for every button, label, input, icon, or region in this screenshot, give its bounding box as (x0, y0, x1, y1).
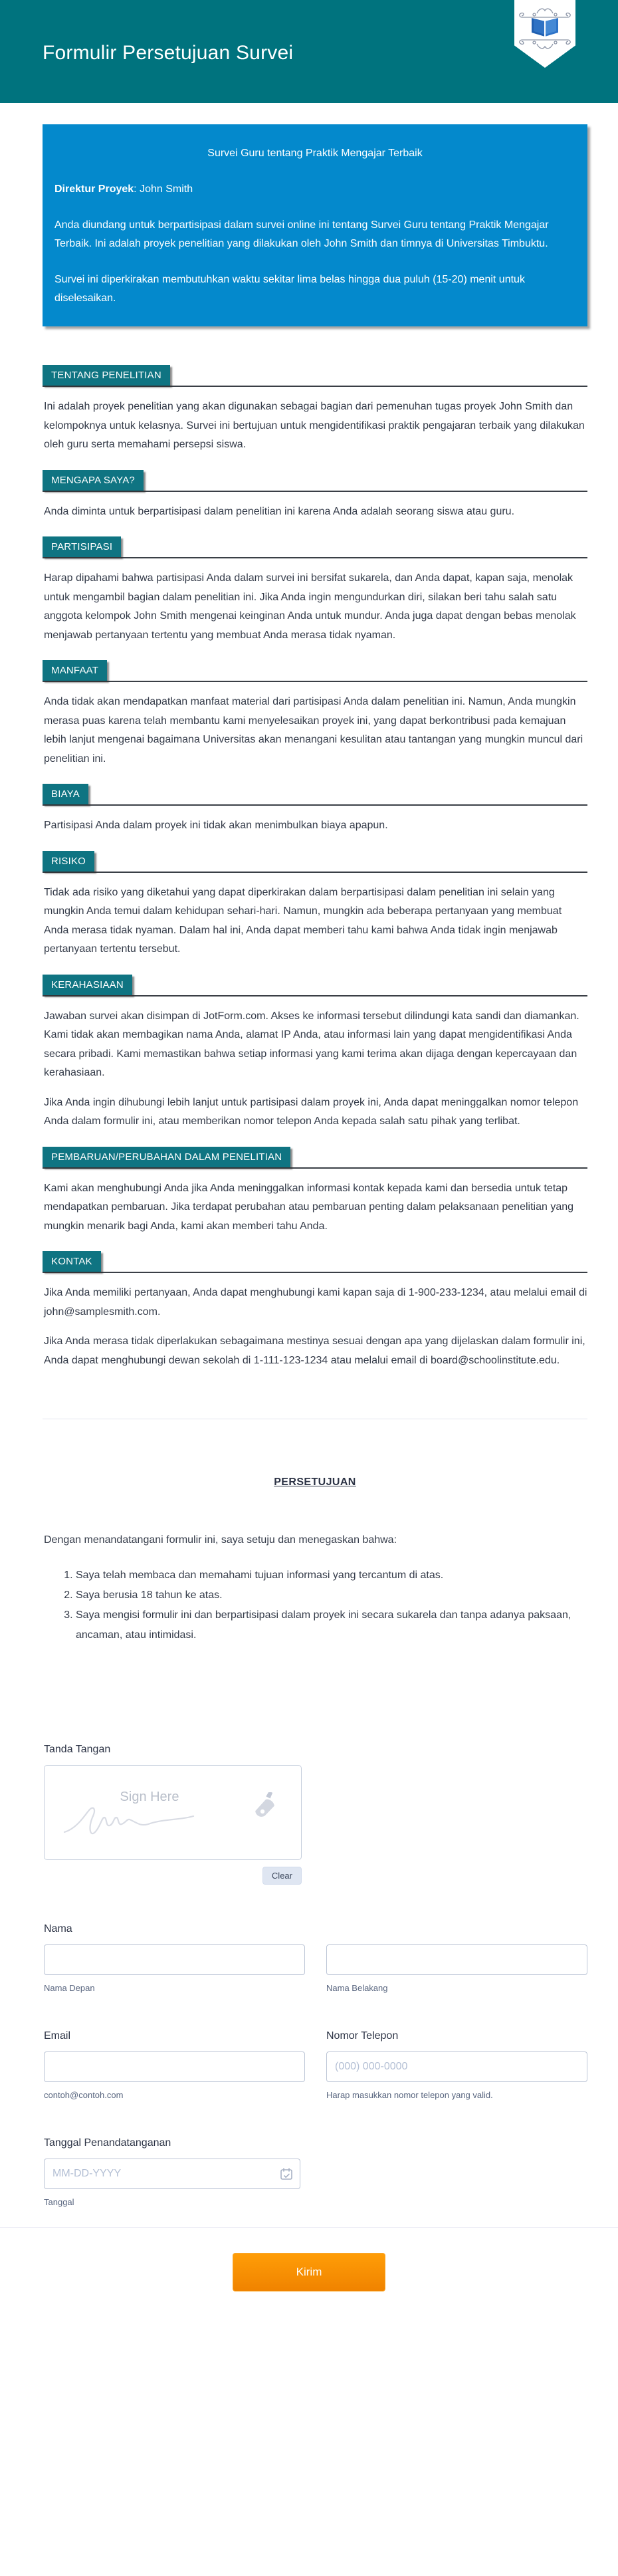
form-header (0, 0, 618, 103)
date-label: Tanggal Penandatanganan (44, 2137, 171, 2149)
phone-sublabel: Harap masukkan nomor telepon yang valid. (326, 2090, 493, 2100)
signature-placeholder: Sign Here (120, 1790, 179, 1804)
signature-clear-button[interactable]: Clear (262, 1867, 302, 1885)
first-name-sublabel: Nama Depan (44, 1983, 95, 1993)
signature-question (43, 1744, 587, 1885)
section-paragraph: Jika Anda ingin dihubungi lebih lanjut untuk partisipasi dalam proyek ini, Anda dapat meninggalkan nomor telepon Anda dalam formulir ini, atau memberikan nomor telepon Anda kepada salah satu pihak yang terlibat. (44, 1096, 579, 1127)
consent-heading: PERSETUJUAN (274, 1476, 356, 1488)
section-paragraph: Kami akan menghubungi Anda jika Anda meninggalkan informasi kontak kepada kami dan bersedia untuk tetap mendapatkan pembaruan. Jika terdapat perubahan atau pembaruan penting dalam pelaksanaan penelitian yang mungkin menarik bagi Anda, kami akan memberi tahu Anda. (44, 1182, 574, 1232)
section-heading: KERAHASIAAN (43, 975, 132, 995)
submit-divider (0, 2227, 618, 2228)
section-paragraph: Ini adalah proyek penelitian yang akan digunakan sebagai bagian dari pemenuhan tugas proyek John Smith dan kelompoknya untuk kelasnya. Survei ini bertujuan untuk mengidentifikasi praktik pengajaran terbaik yang dilakukan oleh guru serta memahami persepsi siswa. (44, 401, 585, 450)
section-paragraph: Jika Anda merasa tidak diperlakukan sebagaimana mestinya sesuai dengan apa yang dijelaskan dalam formulir ini, Anda dapat menghubungi dewan sekolah di 1-111-123-1234 atau melalui email di board@schoolinstitute.edu. (44, 1336, 585, 1366)
section-kerahasiaan (43, 975, 587, 1131)
last-name-input[interactable] (326, 1944, 587, 1975)
section-paragraph: Tidak ada risiko yang diketahui yang dapat diperkirakan dalam berpartisipasi dalam penelitian ini selain yang mungkin Anda temui dalam kehidupan sehari-hari. Namun, mungkin ada beberapa pertanyaan yang membuat Anda merasa tidak nyaman. Dalam hal ini, Anda dapat memberi tahu kami bahwa Anda tidak ingin menjawab pertanyaan tertentu tersebut. (44, 886, 562, 955)
intro-paragraph-1: Anda diundang untuk berpartisipasi dalam survei online ini tentang Survei Guru tentang Praktik Mengajar Terbaik. Ini adalah proyek penelitian yang dilakukan oleh John Smith dan timnya di Universitas Timbuktu. (54, 219, 549, 249)
date-input[interactable] (44, 2159, 300, 2189)
info-sections (43, 365, 587, 1370)
pen-nib-icon (249, 1792, 278, 1825)
email-input[interactable] (44, 2051, 305, 2082)
section-heading: PEMBARUAN/PERUBAHAN DALAM PENELITIAN (43, 1147, 290, 1167)
phone-question (326, 2030, 587, 2100)
calendar-icon[interactable] (280, 2167, 293, 2184)
date-sublabel: Tanggal (44, 2197, 74, 2207)
section-paragraph: Jawaban survei akan disimpan di JotForm.com. Akses ke informasi tersebut dilindungi kata sandi dan diamankan. Kami tidak akan membagikan nama Anda, alamat IP Anda, atau informasi lain yang dapat mengidentifikasi Anda secara pribadi. Kami memastikan bahwa setiap informasi yang kami terima akan dijaga dengan kepercayaan dan kerahasiaan. (44, 1010, 579, 1078)
section-heading: KONTAK (43, 1251, 101, 1272)
consent-intro: Dengan menandatangani formulir ini, saya setuju dan menegaskan bahwa: (44, 1534, 397, 1546)
section-pembaruan (43, 1147, 587, 1236)
signature-squiggle-icon (63, 1800, 223, 1843)
section-mengapa-saya (43, 470, 587, 522)
section-heading: TENTANG PENELITIAN (43, 365, 170, 386)
survey-intro-box (43, 124, 587, 326)
page-title: Formulir Persetujuan Survei (43, 42, 294, 64)
consent-item: 3. Saya mengisi formulir ini dan berpartisipasi dalam proyek ini secara sukarela dan tanpa adanya paksaan, ancaman, atau intimidasi. (76, 1605, 587, 1645)
last-name-sublabel: Nama Belakang (326, 1983, 388, 1993)
section-biaya (43, 784, 587, 836)
survey-title: Survei Guru tentang Praktik Mengajar Terbaik (207, 148, 423, 159)
section-tentang-penelitian (43, 365, 587, 455)
project-director-line (54, 180, 575, 199)
section-heading: MANFAAT (43, 660, 107, 681)
name-label: Nama (44, 1923, 72, 1934)
email-label: Email (44, 2030, 71, 2042)
section-manfaat (43, 660, 587, 768)
form-body (43, 124, 587, 2207)
email-sublabel: contoh@contoh.com (44, 2090, 124, 2100)
section-paragraph: Anda tidak akan mendapatkan manfaat material dari partisipasi Anda dalam penelitian ini. Namun, Anda mungkin merasa puas karena telah membantu kami menyelesaikan proyek ini, yang dapat berkontribusi pada kemajuan lebih lanjut mengenai bagaimana Universitas akan menangani kesulitan atau tantangan yang mungkin muncul dari penelitian ini. (44, 696, 583, 764)
section-risiko (43, 851, 587, 959)
section-heading: MENGAPA SAYA? (43, 470, 144, 491)
director-label: Direktur Proyek (54, 183, 134, 195)
phone-input[interactable] (326, 2051, 587, 2082)
section-heading: RISIKO (43, 851, 94, 872)
section-paragraph: Jika Anda memiliki pertanyaan, Anda dapat menghubungi kami kapan saja di 1-900-233-1234, atau melalui email di john@samplesmith.com. (44, 1287, 587, 1318)
director-separator: : (134, 183, 140, 195)
section-paragraph: Harap dipahami bahwa partisipasi Anda dalam survei ini bersifat sukarela, dan Anda dapat, kapan saja, menolak untuk mengambil bagian dalam penelitian ini. Jika Anda ingin mengundurkan diri, silakan beri tahu salah satu anggota kelompok John Smith mengenai keinginan Anda untuk mundur. Anda juga dapat dengan bebas menolak menjawab pertanyaan tertentu yang membuat Anda merasa tidak nyaman. (44, 572, 576, 641)
submit-button[interactable]: Kirim (233, 2253, 385, 2291)
intro-paragraph-2: Survei ini diperkirakan membutuhkan waktu sekitar lima belas hingga dua puluh (15-20) menit untuk diselesaikan. (54, 274, 525, 304)
date-question (43, 2137, 300, 2207)
section-partisipasi (43, 536, 587, 645)
consent-item: 1. Saya telah membaca dan memahami tujuan informasi yang tercantum di atas. (76, 1566, 587, 1585)
section-heading: PARTISIPASI (43, 536, 121, 557)
signature-pad[interactable] (44, 1765, 302, 1860)
section-paragraph: Partisipasi Anda dalam proyek ini tidak akan menimbulkan biaya apapun. (44, 820, 388, 831)
section-heading: BIAYA (43, 784, 88, 804)
section-kontak (43, 1251, 587, 1370)
section-paragraph: Anda diminta untuk berpartisipasi dalam penelitian ini karena Anda adalah seorang siswa atau guru. (44, 505, 515, 517)
phone-label: Nomor Telepon (326, 2030, 399, 2042)
name-question (43, 1923, 587, 1993)
consent-list (43, 1566, 587, 1645)
director-name: John Smith (140, 183, 193, 195)
signature-label: Tanda Tangan (44, 1744, 111, 1755)
email-question (44, 2030, 305, 2100)
first-name-input[interactable] (44, 1944, 305, 1975)
consent-item: 2. Saya berusia 18 tahun ke atas. (76, 1585, 587, 1605)
